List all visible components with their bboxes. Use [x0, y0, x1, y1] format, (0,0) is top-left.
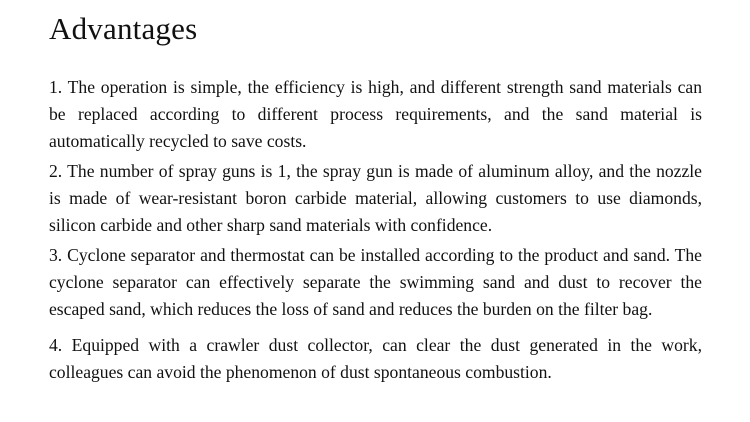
section-title: Advantages: [49, 11, 198, 46]
advantage-item-2: 2. The number of spray guns is 1, the spray gun is made of aluminum alloy, and the nozzle is made of wear-resistant boron carbide material, allowing customers to use diamonds, silicon carbide and other sharp sand materials with confidence.: [49, 161, 702, 235]
advantage-item-4: 4. Equipped with a crawler dust collector, can clear the dust generated in the work, colleagues can avoid the phenomenon of dust spontaneous combustion.: [49, 335, 702, 382]
advantage-item-1: 1. The operation is simple, the efficiency is high, and different strength sand materials can be replaced according to different process requirements, and the sand material is automatically recycled to save costs.: [49, 77, 702, 151]
advantage-item-3: 3. Cyclone separator and thermostat can be installed according to the product and sand. The cyclone separator can effectively separate the swimming sand and dust to recover the escaped sand, which reduces the loss of sand and reduces the burden on the filter bag.: [49, 245, 702, 319]
advantages-list: [49, 74, 702, 386]
